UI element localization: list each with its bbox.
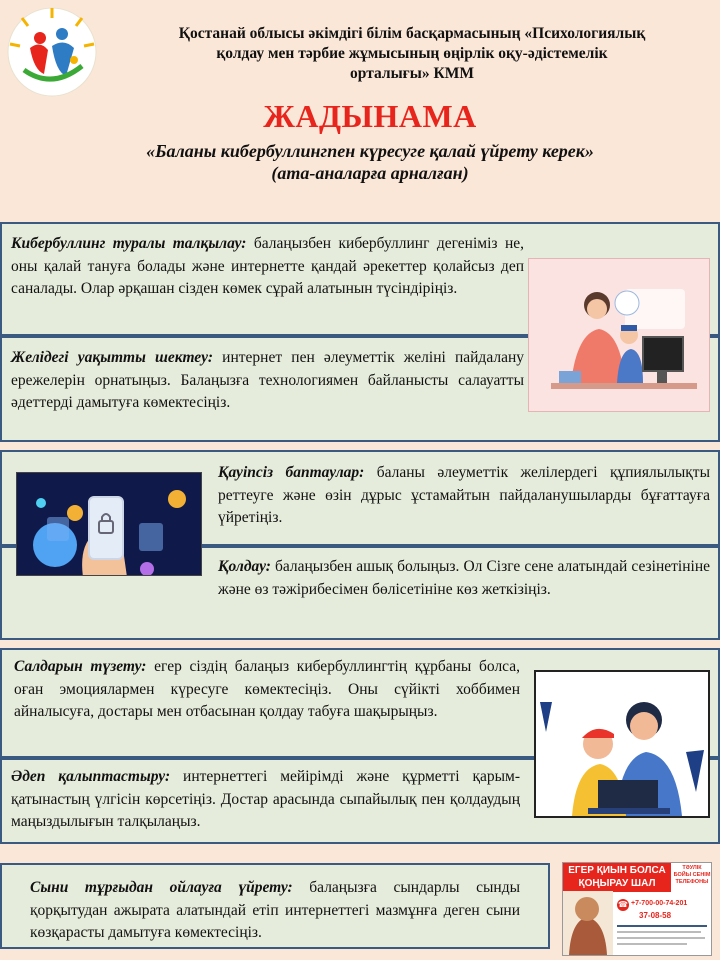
father-son-laptop-illustration	[534, 670, 710, 818]
phone-icon: ☎	[618, 900, 628, 909]
tip-box-5: Салдарын түзету: егер сіздің балаңыз кибербуллингтің құрбаны болса, оған эмоциялармен күресуге көмектесіңіз. Оны сүйікті хоббимен айналысуға, достары мен отбасынан қолдау табуға шақырыңыз.	[0, 648, 720, 758]
tip-box-4: Қолдау: балаңызбен ашық болыңыз. Ол Сізге сене алатындай сезінетініне және өз тәжірибесімен бөлісетініне көз жеткізіңіз.	[0, 546, 720, 640]
org-logo	[4, 4, 100, 100]
mother-child-computer-illustration	[528, 258, 710, 412]
poster-phone-1: +7-700-00-74-201	[631, 900, 688, 907]
tip-box-1: Кибербуллинг туралы талқылау: балаңызбен кибербуллинг дегеніміз не, оны қалай тануға болады және интернетте қандай әрекеттер қолайсыз деп саналады. Олар әрқашан сізден көмек сұрай алатынын түсіндіріңіз.	[0, 222, 720, 336]
tip-box-7: Сыни тұрғыдан ойлауға үйрету: балаңызға сындарлы сынды қорқытудан ажырата алатындай етіп интернеттегі мазмұнға деген сыни көзқарасты дамытуға көмектесіңіз.	[0, 863, 550, 949]
tip-box-6: Әдеп қалыптастыру: интернеттегі мейірімді және құрметті қарым-қатынастың үлгісін көрсетіңіз. Достар арасында сыпайылық пен қолдаудың маңыздылығын талқылаңыз.	[0, 758, 720, 844]
tip-box-3: Қауіпсіз баптаулар: баланы әлеуметтік желілердегі құпиялылықты реттеуге және өзін дұрыс ұстамайтын пайдаланушыларды бұғаттауға үйретіңіз.	[0, 450, 720, 546]
page-title: ЖАДЫНАМА	[263, 98, 477, 134]
poster-badge: ТӘУЛІК БОЙЫ СЕНІМ ТЕЛЕФОНЫ	[673, 865, 711, 885]
smartphone-security-illustration	[16, 472, 202, 576]
poster-phone-2: 37-08-58	[639, 911, 672, 920]
poster-line2: ҚОҢЫРАУ ШАЛ	[578, 878, 656, 889]
poster-line1: ЕГЕР ҚИЫН БОЛСА	[568, 865, 666, 876]
page-subtitle: «Баланы кибербуллингпен күресуге қалай үйрету керек» (ата-аналарға арналған)	[146, 141, 594, 183]
organization-name: Қостанай облысы әкімдігі білім басқармасының «Психологиялық қолдау мен тәрбие жұмысының өңірлік оқу-әдістемелік орталығы» КММ	[178, 25, 646, 82]
helpline-poster	[562, 862, 712, 956]
tip-box-2: Желідегі уақытты шектеу: интернет пен әлеуметтік желіні пайдалану ережелерін орнатыңыз. Балаңызға технологиямен байланысты салауатты әдеттерді дамытуға көмектесіңіз.	[0, 336, 720, 442]
